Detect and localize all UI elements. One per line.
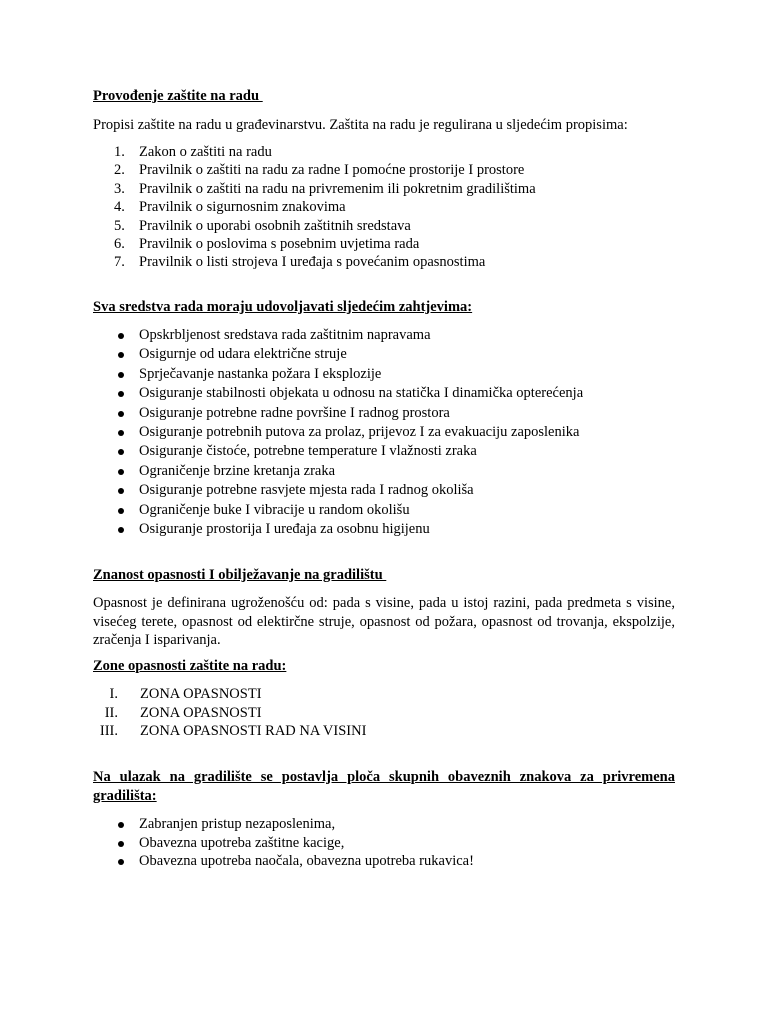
section-heading-provodenje: Provođenje zaštite na radu (93, 88, 263, 104)
zones-list (93, 685, 675, 741)
bullet-icon (118, 859, 124, 865)
bullet-item (93, 326, 675, 345)
list-item-text: Pravilnik o uporabi osobnih zaštitnih sredstava (139, 217, 411, 234)
bullet-icon (118, 469, 124, 475)
bullet-item (93, 365, 675, 384)
list-number: 5. (114, 217, 125, 234)
list-number: 3. (114, 180, 125, 197)
list-number: 4. (114, 199, 125, 216)
bullet-item (93, 501, 675, 520)
requirements-list (93, 326, 675, 539)
list-item (93, 217, 675, 235)
bullet-item-text: Obavezna upotreba zaštitne kacige, (139, 834, 345, 851)
list-item (93, 685, 675, 704)
bullet-item (93, 384, 675, 403)
bullet-item-text: Zabranjen pristup nezaposlenima, (139, 816, 336, 832)
list-item-text: ZONA OPASNOSTI (140, 704, 262, 721)
bullet-icon (118, 430, 124, 436)
bullet-item (93, 345, 675, 364)
list-item-text: Zakon o zaštiti na radu (139, 144, 272, 160)
bullet-icon (118, 488, 124, 494)
bullet-item (93, 423, 675, 442)
list-item-text: ZONA OPASNOSTI RAD NA VISINI (140, 723, 367, 739)
bullet-item-text: Osiguranje potrebne rasvjete mjesta rada I radnog okoliša (139, 482, 474, 499)
section-heading-zones: Zone opasnosti zaštite na radu: (93, 658, 287, 674)
list-number: III. (99, 723, 118, 739)
bullet-item-text: Sprječavanje nastanka požara I eksplozije (139, 365, 382, 382)
list-item-text: Pravilnik o zaštiti na radu za radne I pomoćne prostorije I prostore (139, 162, 525, 179)
list-item-text: Pravilnik o zaštiti na radu na privremenim ili pokretnim gradilištima (139, 180, 536, 197)
signs-list (93, 815, 675, 871)
list-item-text: Pravilnik o sigurnosnim znakovima (139, 199, 346, 216)
list-number: I. (109, 686, 118, 702)
list-item-text: ZONA OPASNOSTI (140, 686, 262, 702)
bullet-item (93, 481, 675, 500)
bullet-icon (118, 527, 124, 533)
bullet-item-text: Osiguranje potrebnih putova za prolaz, prijevoz I za evakuaciju zaposlenika (139, 423, 580, 440)
bullet-item-text: Osiguranje prostorija I uređaja za osobnu higijenu (139, 520, 430, 537)
bullet-item-text: Osiguranje potrebne radne površine I radnog prostora (139, 404, 450, 421)
bullet-item (93, 404, 675, 423)
list-item (93, 143, 675, 161)
bullet-item-text: Osigurnje od udara električne struje (139, 346, 347, 363)
list-number: 2. (114, 162, 125, 179)
list-item (93, 161, 675, 179)
list-item (93, 253, 675, 271)
bullet-item (93, 815, 675, 834)
regulations-list (93, 143, 675, 272)
intro-paragraph: Propisi zaštite na radu u građevinarstvu. Zaštita na radu je regulirana u sljedećim propisima: (93, 117, 628, 133)
list-number: 1. (114, 144, 125, 160)
bullet-item (93, 834, 675, 853)
bullet-icon (118, 411, 124, 417)
bullet-icon (118, 841, 124, 847)
bullet-item (93, 852, 675, 871)
bullet-item (93, 462, 675, 481)
bullet-icon (118, 449, 124, 455)
list-number: 6. (114, 235, 125, 252)
list-item (93, 235, 675, 253)
bullet-item-text: Obavezna upotreba naočala, obavezna upotreba rukavica! (139, 853, 474, 869)
bullet-item (93, 442, 675, 461)
list-item-text: Pravilnik o poslovima s posebnim uvjetima rada (139, 235, 420, 252)
section-heading-hazards: Znanost opasnosti I obilježavanje na gradilištu (93, 567, 387, 583)
bullet-icon (118, 372, 124, 378)
list-item (93, 198, 675, 216)
bullet-icon (118, 352, 124, 358)
list-item (93, 722, 675, 741)
bullet-icon (118, 333, 124, 339)
list-item (93, 180, 675, 198)
section-heading-requirements: Sva sredstva rada moraju udovoljavati sljedećim zahtjevima: (93, 299, 473, 315)
bullet-icon (118, 391, 124, 397)
list-item-text: Pravilnik o listi strojeva I uređaja s povećanim opasnostima (139, 254, 486, 271)
bullet-icon (118, 822, 124, 828)
bullet-item-text: Osiguranje stabilnosti objekata u odnosu na statička I dinamička opterećenja (139, 385, 584, 402)
list-number: 7. (114, 254, 125, 271)
list-item (93, 704, 675, 723)
bullet-item-text: Opskrbljenost sredstava rada zaštitnim napravama (139, 327, 431, 343)
bullet-item-text: Osiguranje čistoće, potrebne temperature I vlažnosti zraka (139, 443, 477, 460)
bullet-icon (118, 508, 124, 514)
section-heading-signs: Na ulazak na gradilište se postavlja ploča skupnih obaveznih znakova za privremena gradilišta: (93, 769, 675, 804)
bullet-item-text: Ograničenje buke I vibracije u random okolišu (139, 501, 410, 518)
bullet-item (93, 520, 675, 539)
hazards-paragraph: Opasnost je definirana ugroženošću od: pada s visine, pada u istoj razini, pada predmeta s visine, visećeg terete, opasnost od elektirčne struje, opasnost od požara, opasnost od trovanja, ekspolzije, zračenja I isparivanja. (93, 595, 675, 648)
bullet-item-text: Ograničenje brzine kretanja zraka (139, 462, 336, 479)
list-number: II. (104, 704, 118, 721)
